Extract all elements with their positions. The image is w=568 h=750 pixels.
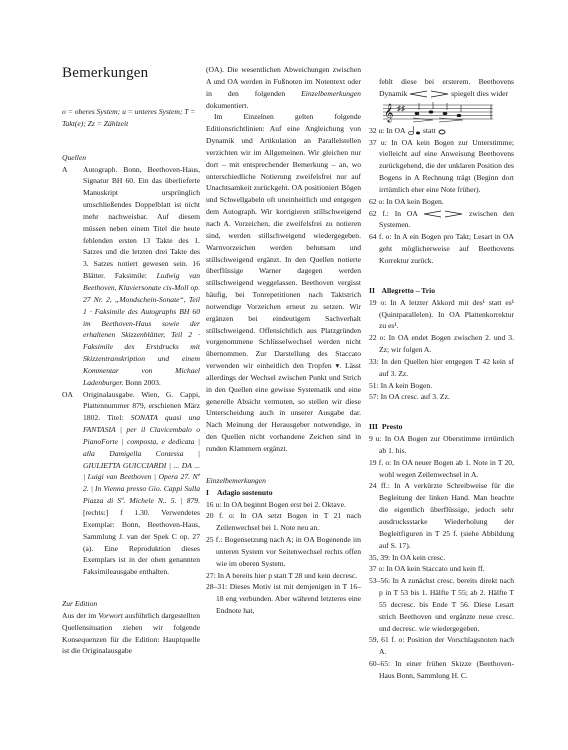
column-left (62, 64, 200, 657)
list-item: 57: In OA cresc. auf 3. Zz. (369, 392, 450, 402)
source-oa-key: OA (62, 389, 73, 399)
list-item: 22 o: In OA endet Bogen zwischen 2. und 3. Zz; wir folgen A. (369, 333, 514, 355)
svg-text:♯♯: ♯♯ (397, 103, 405, 113)
movement-1-notes-continued (369, 125, 514, 267)
list-item: 33: In den Quellen hier entgegen T 42 kein sf auf 3. Zz. (369, 356, 515, 378)
list-item: 27: In A bereits hier p statt T 28 und kein decresc. (206, 570, 358, 580)
source-oa-title: SONATA quasi una FANTASIA | per il Clavicembalo o PianoForte | composta, e dedicata | alla Damigella Contessa | GIULIETTA GUICCIARDI | ... DA ... | Luigi van Beethoven | Opera 27. Nº 2. | In Vienna presso Gio. Cappi Sulla Piazza di Sº. Michele N.. 5. | 879. (83, 413, 200, 506)
list-item: 19 o: In A letzter Akkord mit des¹ statt es¹ (Quintparallelen). In OA Plattenkorrektur zu es¹. (369, 297, 514, 331)
list-item: 20 f. o: In OA setzt Bogen in T 21 nach Zeilenwechsel bei 1. Note neu an. (206, 511, 361, 533)
column-middle (206, 64, 361, 617)
list-item: 24 ff.: In A verkürzte Schreibweise für die Begleitung der linken Hand. Man beachte die eigentlich überflüssige, jedoch sehr ausdrucksstarke Wiederholung der Begleitfiguren in T 25 f. (siehe Abbildung auf S. 17). (369, 481, 514, 550)
list-item: 37 u: In OA kein Bogen zur Unterstimme; vielleicht auf eine Anweisung Beethovens zurückgehend, die der unklaren Position des Bogens in A Rechnung trägt (Beginn dort irrtümlich eher eine Note früher). (369, 137, 514, 194)
hairpin-icon (423, 210, 463, 218)
edition-intro: Aus der im Vorwort ausführlich dargestellten Quellensituation ziehen wir folgende Konsequenzen für die Edition: Hauptquelle ist die Originalausgabe (62, 610, 201, 656)
list-item: 19 f. o: In OA neuer Bogen ab 1. Note in T 20, wohl wegen Zeilenwechsel in A. (369, 457, 514, 479)
half-note-icon (407, 126, 421, 136)
source-a-text: Autograph. Bonn, Beethoven-Haus, Signatur BH 60. Ein das überlieferte Manuskript ursprünglich umschließendes Doppelblatt ist nicht mehr nachweisbar. Auf diesem müssen neben einem Titel die heute fehlenden ersten 13 Takte des 1. Satzes und die letzten drei Takte des 3. Satzes notiert gewesen sein. 16 Blätter. Faksimile: (83, 164, 200, 281)
page-title: Bemerkungen (62, 65, 149, 81)
abbreviations: o = oberes System; u = unteres System; T = Takt(e); Zz = Zählzeit (62, 107, 196, 128)
music-excerpt (369, 101, 514, 123)
hairpin-icon (409, 90, 449, 98)
list-item: 28–31: Dieses Motiv ist mit demjenigen in T 16–18 eng verbunden. Aber während letzteres eine Endnote hat, (206, 582, 361, 616)
movement-2-heading: II Allegretto – Trio (369, 285, 436, 295)
list-item: 62 f.: In OA zwischen den Systemen. (369, 208, 514, 230)
edition-paragraph-2: Im Einzelnen gelten folgende Editionsrichtlinien: Auf eine Angleichung von Dynamik und Artikulation an Parallelstellen verzichten wir im Allgemeinen. Wir gleichen nur dort – mit entsprechender Bemerkung – an, wo unterschiedliche Notierung zweifelsfrei nur auf Unachtsamkeit zurückgeht. OA positioniert Bögen und Schwellgabeln oft uneinheitlich und entgegen dem Autograph. Wir korrigieren stillschweigend nach A. Vorzeichen, die zweifelsfrei zu notieren sind, werden stillschweigend wiedergegeben. Warnvorzeichen werden behutsam und stillschweigend ergänzt. In den Quellen notierte überflüssige Warner dagegen werden stillschweigend weggelassen. Beethoven vergisst häufig, bei Tonrepetitionen nach Taktstrich notwendige Vorzeichen erneut zu setzen. Wir ergänzen bei eindeutigem Sachverhalt stillschweigend. Offensichtlich aus Platzgründen vorgenommene Schlüsselwechsel werden nicht übernommen. Zur Darstellung des Staccato verwenden wir einheitlich den Tropfen ▾. Lässt allerdings der Wechsel zwischen Punkt und Strich in den Quellen eine gewisse Systematik und eine generelle Absicht vermuten, so stellen wir diese Unterscheidung auch in unserer Ausgabe dar. Nach Meinung der Herausgeber notwendige, in den Quellen nicht vorhandene Zeichen sind in runden Klammern ergänzt. (206, 112, 361, 453)
source-oa-end: [rechts:] f 1.30. Verwendetes Exemplar: Bonn, Beethoven-Haus, Sammlung J. van der Spek C op. 27 (a). Eine Reproduktion dieses Exemplars ist in der oben genannten Faksimileausgabe enthalten. (83, 508, 200, 577)
continuation-text: fehlt diese bei ersterem. Beethovens Dynamik spiegelt dies wider (379, 77, 514, 98)
list-item: 32 u: In OA statt (369, 125, 514, 137)
source-a (62, 164, 200, 389)
whole-note-icon (437, 126, 447, 136)
list-item: 62 o: In OA kein Bogen. (369, 196, 444, 206)
list-item: 35, 39: In OA kein cresc. (369, 552, 446, 562)
list-item: 37 o: In OA kein Staccato und kein ff. (369, 564, 485, 574)
list-item: 16 u: In OA beginnt Bogen erst bei 2. Oktave. (206, 499, 346, 509)
music-staff-icon (383, 101, 493, 123)
quellen-heading: Quellen (62, 152, 87, 162)
movement-1-notes (206, 499, 361, 617)
movement-2-notes (369, 297, 514, 404)
movement-3-heading: III Presto (369, 422, 403, 432)
source-oa-text: Originalausgabe. Wien, G. Cappi, Plattennummer 879, erschienen März 1802. Titel: (83, 389, 200, 423)
source-oa (62, 389, 200, 579)
source-a-end: Bonn 2003. (125, 377, 161, 387)
list-item: 9 u: In OA Bogen zur Oberstimme irrtümlich ab 1. his. (369, 434, 514, 455)
list-item: 64 f. o: In A ein Bogen pro Takt; Lesart in OA geht möglicherweise auf Beethovens Korrektur zurück. (369, 232, 514, 265)
list-item: 53–56: In A zunächst cresc. bereits direkt nach p in T 53 bis 1. Hälfte T 55; ab 2. Hälfte T 55 decresc. bis Ende T 56. Diese Lesart strich Beethoven und ergänzte neue cresc. und decresc. wie wiedergegeben. (369, 576, 514, 633)
column-right (369, 76, 514, 682)
einzel-heading: Einzelbemerkungen (206, 475, 266, 485)
movement-3-notes (369, 433, 514, 682)
edition-heading: Zur Edition (62, 599, 98, 609)
list-item: 25 f.: Bogensetzung nach A; in OA Bogenende im unteren System vor Seitenwechsel rechts offen wie im oberen System. (206, 535, 361, 568)
movement-1-heading: I Adagio sostenuto (206, 487, 273, 497)
edition-paragraph-1: (OA). Die wesentlichen Abweichungen zwischen A und OA werden in Fußnoten im Notentext oder in den folgenden Einzelbemerkungen dokumentiert. (206, 65, 361, 110)
list-item: 51: In A kein Bogen. (369, 380, 433, 390)
svg-text:𝄞: 𝄞 (384, 102, 394, 122)
source-a-facsimile: Ludwig van Beethoven, Klaviersonate cis-Moll op. 27 Nr. 2, „Mondschein-Sonate“, Teil 1 · Faksimile des Autographs BH 60 im Beethoven-Haus sowie der erhaltenen Skizzenblätter, Teil 2 · Faksimile des Erstdrucks mit Skizzentranskription und einem Kommentar von Michael Ladenburger. (83, 271, 201, 387)
list-item: 59, 61 f. o: Position der Vorschlagsnoten nach A. (369, 635, 515, 657)
source-a-key: A (62, 164, 68, 174)
list-item: 60–65: In einer frühen Skizze (Beethoven-Haus Bonn, Sammlung H. C. (369, 659, 515, 680)
